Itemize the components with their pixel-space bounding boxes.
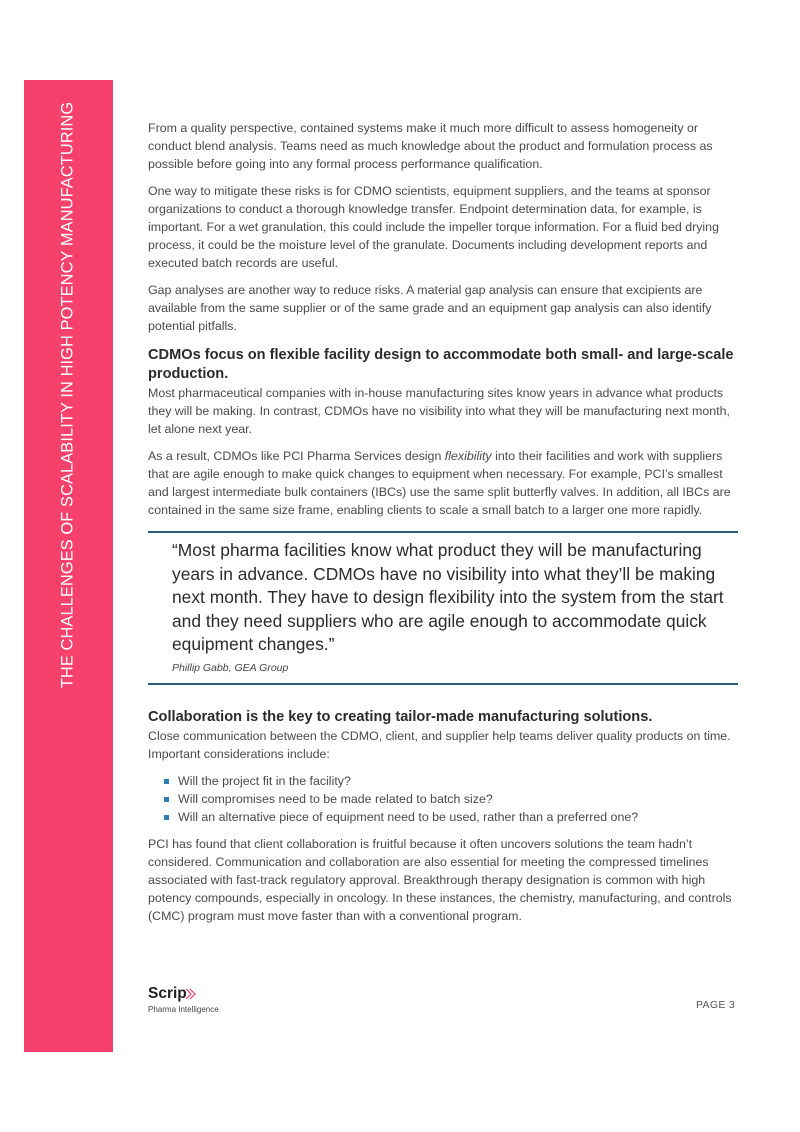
- bullet-square-icon: [164, 797, 169, 802]
- pull-quote: [148, 531, 738, 685]
- logo-wordmark: Scrip: [148, 985, 187, 1002]
- considerations-list: [148, 772, 738, 826]
- scrip-logo: [148, 985, 219, 1014]
- pull-quote-text: “Most pharma facilities know what product they will be manufacturing years in advance. CDMOs have no visibility into what they’ll be making next month. They have to design flexibility into the system from the start and they need suppliers who are agile enough to accommodate quick equipment changes.”: [172, 540, 724, 654]
- paragraph-pci-flexibility-start: As a result, CDMOs like PCI Pharma Services design: [148, 449, 445, 463]
- list-item-text: Will compromises need to be made related to batch size?: [178, 792, 493, 806]
- page-number: PAGE 3: [696, 999, 735, 1011]
- heading-flexible-design: CDMOs focus on flexible facility design to accommodate both small- and large-scale production.: [148, 347, 734, 382]
- article-body: [148, 119, 738, 934]
- sidebar-title: THE CHALLENGES OF SCALABILITY IN HIGH POTENCY MANUFACTURING: [58, 101, 77, 689]
- list-item-text: Will the project fit in the facility?: [178, 774, 351, 788]
- bullet-square-icon: [164, 779, 169, 784]
- paragraph-pci-flexibility-end: into their facilities and work with suppliers that are agile enough to make quick changes to equipment when necessary. For example, PCI’s smallest and largest intermediate bulk containers (IBCs) use the same split butterfly valves. In addition, all IBCs are contained in the same size frame, enabling clients to scale a small batch to a larger one more rapidly.: [148, 449, 731, 517]
- paragraph-knowledge-transfer: One way to mitigate these risks is for CDMO scientists, equipment suppliers, and the teams at sponsor organizations to conduct a thorough knowledge transfer. Endpoint determination data, for example, is important. For a wet granulation, this could include the impeller torque information. For a fluid bed drying process, it could be the moisture level of the granulate. Documents including development reports and executed batch records are useful.: [148, 184, 719, 270]
- paragraph-pharma-companies: Most pharmaceutical companies with in-house manufacturing sites know years in advance what products they will be making. In contrast, CDMOs have no visibility into what they will be manufacturing next month, let alone next year.: [148, 386, 730, 436]
- heading-collaboration: Collaboration is the key to creating tailor-made manufacturing solutions.: [148, 708, 653, 725]
- list-item-text: Will an alternative piece of equipment need to be used, rather than a preferred one?: [178, 810, 639, 824]
- chevron-right-icon: [184, 987, 198, 1001]
- paragraph-communication: Close communication between the CDMO, client, and supplier help teams deliver quality products on time. Important considerations include:: [148, 729, 731, 761]
- paragraph-quality: From a quality perspective, contained systems make it much more difficult to assess homogeneity or conduct blend analysis. Teams need as much knowledge about the product and formulation process as possible before going into any formal process performance qualification.: [148, 121, 713, 171]
- list-item: [164, 808, 738, 826]
- logo-subtitle: Pharma Intelligence: [148, 1005, 219, 1014]
- emphasis-flexibility: flexibility: [444, 449, 492, 463]
- paragraph-pci-collaboration: PCI has found that client collaboration is fruitful because it often uncovers solutions the team hadn’t considered. Communication and collaboration are also essential for meeting the compressed timelines associated with fast-track regulatory approval. Breakthrough therapy designation is common with high potency compounds, especially in oncology. In these instances, the chemistry, manufacturing, and controls (CMC) program must move faster than with a conventional program.: [148, 837, 732, 923]
- bullet-square-icon: [164, 815, 169, 820]
- list-item: [164, 790, 738, 808]
- pull-quote-attribution: Phillip Gabb, GEA Group: [172, 661, 289, 674]
- paragraph-gap-analysis: Gap analyses are another way to reduce risks. A material gap analysis can ensure that excipients are available from the same supplier or of the same grade and an equipment gap analysis can also identify potential pitfalls.: [148, 283, 712, 333]
- list-item: [164, 772, 738, 790]
- paragraph-pci-flexibility: [148, 447, 738, 519]
